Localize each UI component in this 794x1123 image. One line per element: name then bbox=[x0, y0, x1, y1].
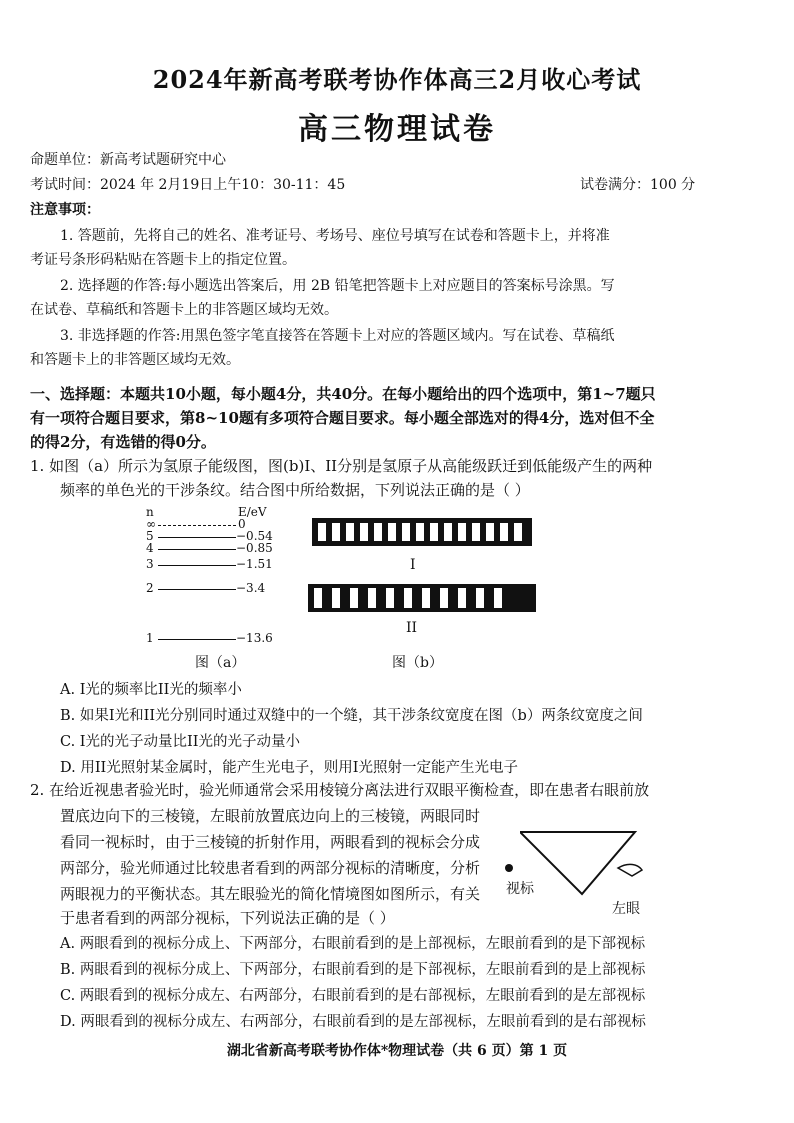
q1-option-d: D. 用II光照射某金属时，能产生光电子，则用I光照射一定能产生光电子 bbox=[60, 760, 519, 776]
target-dot-icon bbox=[503, 862, 515, 874]
q2-option-d: D. 两眼看到的视标分成左、右两部分，右眼前看到的是左部视标，左眼前看到的是右部视标 bbox=[60, 1014, 646, 1030]
n-axis-label: n bbox=[146, 505, 154, 519]
notice-line: 考证号条形码粘贴在答题卡上的指定位置。 bbox=[30, 252, 296, 268]
level-e: −3.4 bbox=[236, 581, 266, 595]
q1-stem: 1. 如图（a）所示为氢原子能级图，图(b)I、II分别是氢原子从高能级跃迁到低能级产生的两种 bbox=[30, 457, 653, 475]
q1-stem: 频率的单色光的干涉条纹。结合图中所给数据，下列说法正确的是（ ） bbox=[60, 481, 530, 499]
level-line bbox=[158, 537, 236, 538]
q1-option-a: A. I光的频率比II光的频率小 bbox=[60, 682, 242, 698]
caption-b: 图（b） bbox=[392, 655, 443, 671]
notice-title: 注意事项： bbox=[30, 202, 100, 218]
level-n: ∞ bbox=[146, 517, 156, 531]
level-n: 5 bbox=[146, 529, 154, 543]
q2-stem: 于患者看到的两部分视标，下列说法正确的是（ ） bbox=[60, 909, 395, 927]
level-n: 4 bbox=[146, 541, 154, 555]
notice-line: 和答题卡上的非答题区域均无效。 bbox=[30, 352, 240, 368]
level-e: 0 bbox=[238, 517, 246, 531]
level-line bbox=[158, 549, 236, 550]
level-e: −0.54 bbox=[236, 529, 273, 543]
section-heading: 一、选择题：本题共10小题，每小题4分，共40分。在每小题给出的四个选项中，第1~7题只 bbox=[30, 385, 656, 403]
fringe-pattern-ii bbox=[308, 584, 536, 612]
eye-icon bbox=[618, 864, 642, 876]
q2-stem: 看同一视标时，由于三棱镜的折射作用，两眼看到的视标会分成 bbox=[60, 833, 481, 851]
notice-line: 在试卷、草稿纸和答题卡上的非答题区域均无效。 bbox=[30, 302, 338, 318]
energy-axis-label: E/eV bbox=[238, 505, 267, 519]
exam-title: 2024年新高考联考协作体高三2月收心考试 bbox=[152, 65, 642, 94]
exam-subtitle: 高三物理试卷 bbox=[298, 112, 496, 147]
q1-option-c: C. I光的光子动量比II光的光子动量小 bbox=[60, 734, 300, 750]
q2-stem: 两眼视力的平衡状态。其左眼验光的简化情境图如图所示，有关 bbox=[60, 885, 481, 903]
level-n: 3 bbox=[146, 557, 154, 571]
fringe-label-ii: II bbox=[406, 620, 418, 636]
eye-label: 左眼 bbox=[612, 901, 640, 917]
level-line bbox=[158, 525, 236, 526]
level-line bbox=[158, 589, 236, 590]
energy-level-diagram bbox=[140, 505, 300, 655]
level-e: −0.85 bbox=[236, 541, 273, 555]
fringe-pattern-i bbox=[312, 518, 532, 546]
level-line bbox=[158, 639, 236, 640]
q2-option-b: B. 两眼看到的视标分成上、下两部分，右眼前看到的是下部视标，左眼前看到的是上部视标 bbox=[60, 962, 646, 978]
target-label: 视标 bbox=[506, 881, 534, 897]
level-line bbox=[158, 565, 236, 566]
prism-triangle-icon bbox=[520, 832, 635, 894]
time-line: 考试时间：2024 年 2月19日上午10：30-11：45 bbox=[30, 177, 346, 193]
org-line: 命题单位：新高考试题研究中心 bbox=[30, 152, 226, 168]
page-footer: 湖北省新高考联考协作体*物理试卷（共 6 页）第 1 页 bbox=[226, 1043, 568, 1059]
q2-option-c: C. 两眼看到的视标分成左、右两部分，右眼前看到的是右部视标，左眼前看到的是左部视标 bbox=[60, 988, 646, 1004]
prism-diagram bbox=[520, 828, 670, 898]
score-line: 试卷满分：100 分 bbox=[580, 177, 696, 193]
section-heading: 的得2分，有选错的得0分。 bbox=[30, 433, 216, 451]
notice-line: 1. 答题前，先将自己的姓名、准考证号、考场号、座位号填写在试卷和答题卡上，并将准 bbox=[60, 228, 610, 244]
notice-line: 3. 非选择题的作答:用黑色签字笔直接答在答题卡上对应的答题区域内。写在试卷、草稿纸 bbox=[60, 328, 615, 344]
level-n: 2 bbox=[146, 581, 154, 595]
q2-stem: 两部分，验光师通过比较患者看到的两部分视标的清晰度，分析 bbox=[60, 859, 481, 877]
q2-option-a: A. 两眼看到的视标分成上、下两部分，右眼前看到的是上部视标，左眼前看到的是下部视标 bbox=[60, 936, 646, 952]
q2-stem: 置底边向下的三棱镜，左眼前放置底边向上的三棱镜，两眼同时 bbox=[60, 807, 481, 825]
q1-option-b: B. 如果I光和II光分别同时通过双缝中的一个缝，其干涉条纹宽度在图（b）两条纹宽度之间 bbox=[60, 708, 643, 724]
level-e: −13.6 bbox=[236, 631, 273, 645]
caption-a: 图（a） bbox=[195, 655, 246, 671]
level-n: 1 bbox=[146, 631, 154, 645]
level-e: −1.51 bbox=[236, 557, 273, 571]
section-heading: 有一项符合题目要求，第8~10题有多项符合题目要求。每小题全部选对的得4分，选对但不全 bbox=[30, 409, 655, 427]
fringe-label-i: I bbox=[410, 557, 416, 573]
notice-line: 2. 选择题的作答:每小题选出答案后，用 2B 铅笔把答题卡上对应题目的答案标号涂黑。写 bbox=[60, 278, 615, 294]
q2-stem: 2. 在给近视患者验光时，验光师通常会采用棱镜分离法进行双眼平衡检查，即在患者右眼前放 bbox=[30, 781, 650, 799]
